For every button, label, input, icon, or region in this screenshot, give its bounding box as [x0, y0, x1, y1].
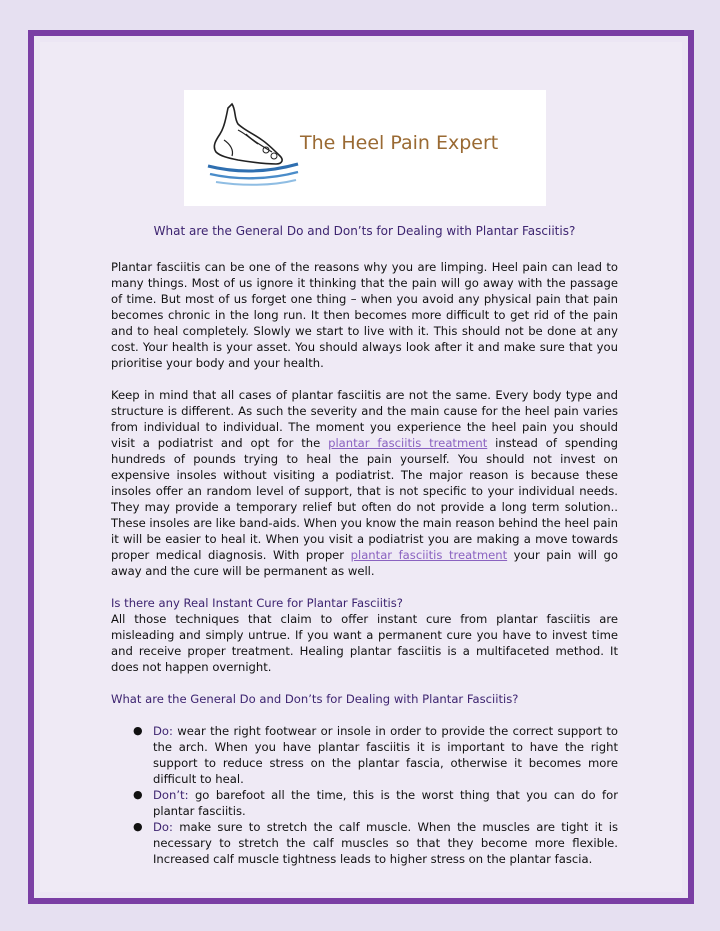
foot-icon	[202, 100, 302, 196]
list-text: make sure to stretch the calf muscle. When the muscles are tight it is necessary to stretch the calf muscles so that they become more flexible. Increased calf muscle tightness leads to higher stress on the plantar fascia.	[153, 820, 618, 866]
article-body	[111, 218, 618, 867]
page-frame	[28, 30, 694, 904]
list-term: Do:	[153, 724, 173, 738]
list-text: wear the right footwear or insole in order to provide the correct support to the arch. When you have plantar fasciitis it is important to have the right support to reduce stress on the plantar fascia, otherwise it becomes more difficult to heal.	[153, 724, 618, 786]
list-item	[133, 723, 618, 787]
list-term: Do:	[153, 820, 173, 834]
list-item	[133, 819, 618, 867]
bullet-icon: ●	[133, 788, 143, 801]
list-text: go barefoot all the time, this is the worst thing that you can do for plantar fasciitis.	[153, 788, 618, 818]
dos-donts-list	[111, 723, 618, 867]
brand-name: The Heel Pain Expert	[300, 132, 499, 154]
paragraph-text: instead of spending hundreds of pounds trying to heal the pain yourself. You should not invest on expensive insoles without visiting a podiatrist. The major reason is because these insoles offer an random level of support, that is not specific to your individual needs. They may provide a temporary relief but often do not provide a long term solution.. These insoles are like band-aids. When you know the main reason behind the heel pain it will be easier to heal it. When you visit a podiatrist you are making a move towards proper medical diagnosis. With proper	[111, 436, 618, 562]
paragraph-intro: Plantar fasciitis can be one of the reasons why you are limping. Heel pain can lead to many things. Most of us ignore it thinking that the pain will go away with the passage of time. But most of us forget one thing – when you avoid any physical pain that pain becomes chronic in the long run. It then becomes more difficult to get rid of the pain and to heal completely. Slowly we start to live with it. This should not be done at any cost. Your health is your asset. You should always look after it and make sure that you prioritise your body and your health.	[111, 260, 618, 370]
paragraph-text: your pain will go away and the cure will be permanent as well.	[111, 548, 618, 578]
treatment-link-1[interactable]: plantar fasciitis treatment	[328, 436, 488, 450]
section-heading-cure: Is there any Real Instant Cure for Plantar Fasciitis?	[111, 596, 403, 610]
bullet-icon: ●	[133, 820, 143, 833]
paragraph-text: Keep in mind that all cases of plantar fasciitis are not the same. Every body type and structure is different. As such the severity and the main cause for the heel pain varies from individual to individual. The moment you experience the heel pain you should visit a podiatrist and opt for the	[111, 388, 618, 450]
logo-banner	[184, 90, 546, 206]
treatment-link-2[interactable]: plantar fasciitis treatment	[350, 548, 508, 562]
list-item	[133, 787, 618, 819]
article-title: What are the General Do and Don’ts for Dealing with Plantar Fasciitis?	[153, 224, 576, 238]
section-heading-dos: What are the General Do and Don’ts for Dealing with Plantar Fasciitis?	[111, 692, 519, 706]
list-term: Don’t:	[153, 788, 189, 802]
paragraph-podiatrist	[111, 387, 618, 579]
bullet-icon: ●	[133, 724, 143, 737]
document-page	[40, 42, 682, 892]
paragraph-cure: All those techniques that claim to offer instant cure from plantar fasciitis are misleading and simply untrue. If you want a permanent cure you have to invest time and receive proper treatment. Healing plantar fasciitis is a multifaceted method. It does not happen overnight.	[111, 612, 618, 674]
